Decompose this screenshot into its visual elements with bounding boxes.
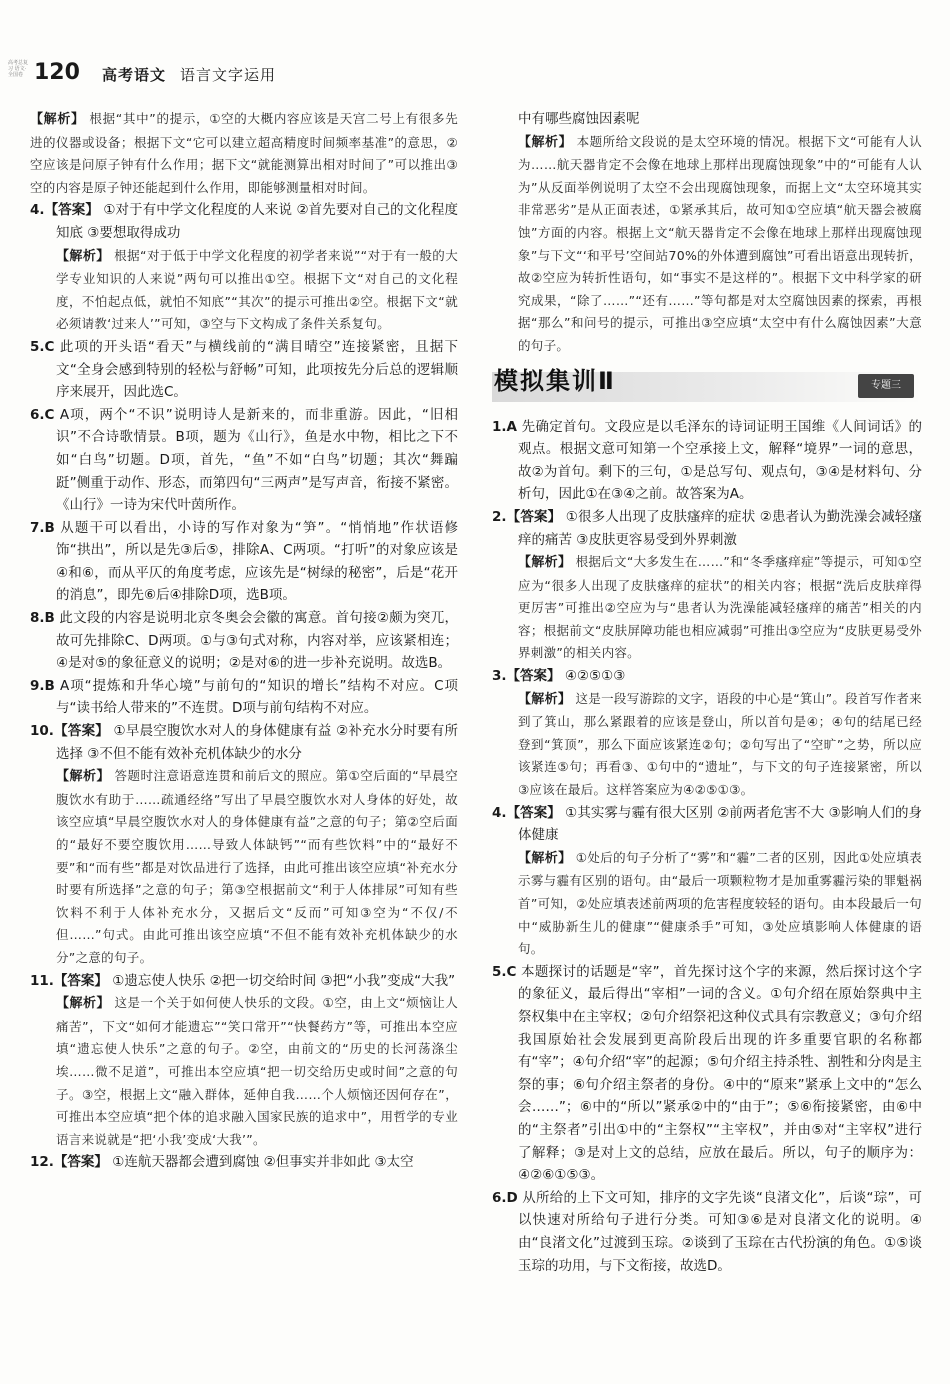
q11-answer-text: ①遗忘使人快乐 ②把一切交给时间 ③把“小我”变成“大我”	[112, 972, 456, 989]
s6	[492, 1187, 922, 1277]
q12-answer-text: ①连航天器都会遭到腐蚀 ②但事实并非如此 ③太空	[112, 1154, 414, 1171]
s2-number: 2.	[492, 508, 507, 525]
explain-label: 【解析】	[56, 769, 111, 785]
page-number: 120	[34, 60, 80, 85]
s3-answer-text: ④②⑤①③	[564, 668, 626, 685]
s1-number: 1.A	[492, 418, 517, 435]
page-header	[0, 0, 950, 92]
q9-text: A项“提炼和升华心境”与前句的“知识的增长”结构不对应。C项与“读书给人带来的”不连贯。D项与前句结构不对应。	[56, 677, 458, 717]
q10-explanation	[30, 765, 458, 969]
q11-explanation-text: 这是一个关于如何使人快乐的文段。①空，由上文“烦恼让人痛苦”，下文“如何才能遗忘”“笑口常开”“快餐药方”等，可推出本空应填“遗忘使人快乐”之意的句子。②空，由前文的“历史的长河荡涤尘埃……微不足道”，可推出本空应填“把一切交给历史或时间”之意的句子。③空，根据上文“融入群体，延伸自我……个人烦恼还因何存在”，可推出本空应填“把个体的追求融入国家民族的追求中”，用哲学的专业语言来说就是“把‘小我’变成‘大我’”。	[56, 995, 458, 1147]
q6	[30, 404, 458, 517]
s3-answer	[492, 665, 922, 688]
s1-text: 先确定首句。文段应是以毛泽东的诗词证明王国维《人间词话》的观点。根据文意可知第一个空承接上文，解释“境界”一词的意思，故②为首句。剩下的三句，①是总写句、观点句，③④是材料句、分析句，因此①在③④之前。故答案为A。	[518, 418, 922, 503]
s5	[492, 961, 922, 1187]
header-series-label: 高考总复习 语文·全国卷	[8, 60, 29, 78]
q12-answer	[30, 1151, 458, 1174]
s4-explanation-text: ①处后的句子分析了“雾”和“霾”二者的区别，因此①处应填表示雾与霾有区别的语句。由“最后一项颗粒物才是加重雾霾污染的罪魁祸首”可知，②处应填表述前两项的危害程度较轻的语句。由本段最后一句中“威胁新生儿的健康”“健康杀手”可知，③处应填影响人体健康的语句。	[518, 849, 922, 957]
q5-number: 5.C	[30, 338, 55, 355]
s4-answer-text: ①其实雾与霾有很大区别 ②前两者危害不大 ③影响人们的身体健康	[518, 804, 923, 844]
q11-explanation	[30, 992, 458, 1151]
q3-explanation-text: 根据“其中”的提示，①空的大概内容应该是天宫二号上有很多先进的仪器或设备；根据下文“它可以建立超高精度时间频率基准”的意思，②空应该是问原子钟有什么作用；据下文“就能测算出相对时间了”可以推出③空的内容是原子钟还能起到什么作用，即能够测量相对时间。	[30, 111, 459, 195]
q6-text: A项，两个“不识”说明诗人是新来的，而非重游。因此，“旧相识”不合诗歌情景。B项，题为《山行》，鱼是水中物，相比之下不如“白鸟”切题。D项，首先，“鱼”不如“白鸟”切题；其次“舞蹁跹”侧重于动作、形态，而第四句“三两声”是写声音，衔接不紧密。《山行》一诗为宋代叶茵所作。	[56, 406, 459, 514]
q12-explanation-text: 本题所给文段说的是太空环境的情况。根据下文“可能有人认为……航天器肯定不会像在地球上那样出现腐蚀现象”中的“可能有人认为”从反面举例说明了太空不会出现腐蚀现象，而据上文“太空环境其实非常恶劣”是从正面表述，①紧承其后，故可知①空应填“航天器会被腐蚀”方面的内容。根据上文“航天器肯定不会像在地球上那样出现腐蚀现象”与下文“‘和平号’空间站70%的外体遭到腐蚀”可看出语意出现转折，故②空应为转折性语句，如“事实不是这样的”。根据下文中科学家的研究成果，“除了……”“还有……”等句都是对太空腐蚀因素的探索，再根据“那么”和问号的提示，可推出③空应填“太空中有什么腐蚀因素”大意的句子。	[518, 133, 923, 353]
left-column	[30, 108, 458, 1174]
s3-explanation	[492, 688, 922, 802]
explain-label: 【解析】	[30, 112, 85, 127]
q9-number: 9.B	[30, 677, 55, 694]
q10-explanation-text: 答题时注意语意连贯和前后文的照应。第①空后面的“早晨空腹饮水有助于……疏通经络”写出了早晨空腹饮水对人身体的好处，故该空应填“早晨空腹饮水对人的身体健康有益”之意的句子；第②空后面的“最好不要空腹饮用……导致人体缺钙”“而有些饮料”中的“最好不要”和“而有些”都是对饮品进行了选择，由此可推出该空应填“补充水分时要有所选择”之意的句子；第③空根据前文“利于人体排尿”可知有些饮料不利于人体补充水分，又据后文“反而”可知③空为“不仅/不但……”句式。由此可推出该空应填“不但不能有效补充机体缺少的水分”之意的句子。	[56, 768, 458, 965]
q12-answer-continued: 中有哪些腐蚀因素呢	[518, 111, 640, 127]
q4-answer	[30, 199, 458, 244]
answer-label: 【答案】	[506, 804, 561, 821]
s3-explanation-text: 这是一段写游踪的文字，语段的中心是“箕山”。段首写作者来到了箕山，那么紧跟着的应该是登山，所以首句是④；④句的结尾已经登到“箕顶”，那么下面应该紧连②句；②句写出了“空旷”之势，所以应该紧连⑤句；再看③、①句中的“遗址”，与下文的句子连接紧密，所以③应该在最后。这样答案应为④②⑤①③。	[518, 690, 922, 798]
s3-number: 3.	[492, 668, 507, 685]
explain-label: 【解析】	[518, 850, 572, 866]
q12-explanation	[492, 131, 922, 358]
s2-answer-text: ①很多人出现了皮肤瘙痒的症状 ②患者认为勤洗澡会减轻瘙痒的痛苦 ③皮肤更容易受到外界刺激	[518, 508, 922, 548]
s2-answer	[492, 506, 922, 551]
q7-number: 7.B	[30, 519, 55, 536]
q7-text: 从题干可以看出，小诗的写作对象为“笋”。“悄悄地”作状语修饰“拱出”，所以是先③后⑤，排除A、C两项。“打听”的对象应该是④和⑥，而从平仄的角度考虑，应该先是“树绿的秘密”，后是“花开的消息”，即先⑥后④排除D项，选B项。	[56, 519, 458, 604]
q10-number: 10.	[30, 723, 54, 740]
q11-number: 11.	[30, 972, 54, 989]
explain-label: 【解析】	[56, 248, 110, 264]
q4-explanation-text: 根据“对于低于中学文化程度的初学者来说”“对于有一般的大学专业知识的人来说”两句可以推出①空。根据下文“对自己的文化程度，不怕起点低，就怕不知底”“其次”的提示可推出②空。根据下文“就必须请教‘过来人’”可知，③空与下文构成了条件关系复句。	[56, 247, 458, 332]
s5-text: 本题探讨的话题是“宰”，首先探讨这个字的来源，然后探讨这个字的象征义，最后得出“宰相”一词的含义。①句介绍在原始祭典中主祭权集中在主宰权；②句介绍祭祀这种仪式具有宗教意义；③句介绍我国原始社会发展到更高阶段后出现的许多重要官职的名称都有“宰”；④句介绍“宰”的起源；⑤句介绍主持杀牲、割牲和分肉是主祭的事；⑥句介绍主祭者的身份。④中的“原来”紧承上文中的“怎么会……”；⑥中的“所以”紧承②中的“由于”；⑤⑥衔接紧密，由⑥中的“主祭者”引出①中的“主祭权”“主宰权”，并由⑤对“主宰权”进行了解释；③是对上文的总结，应放在最后。所以，句子的顺序为：④②⑥①⑤③。	[518, 963, 922, 1184]
q11-answer	[30, 970, 458, 993]
q12-number: 12.	[30, 1154, 54, 1171]
answer-label: 【答案】	[53, 723, 110, 740]
q10-answer-text: ①早晨空腹饮水对人的身体健康有益 ②补充水分时要有所选择 ③不但不能有效补充机体缺少的水分	[56, 723, 458, 762]
q8-number: 8.B	[30, 610, 55, 627]
s2-explanation	[492, 551, 922, 665]
section-badge: 专题三	[858, 374, 914, 398]
s5-number: 5.C	[492, 963, 517, 980]
q7	[30, 517, 458, 607]
answer-label: 【答案】	[44, 202, 99, 219]
explain-label: 【解析】	[518, 691, 572, 707]
q4-number: 4.	[30, 202, 45, 219]
s6-number: 6.D	[492, 1189, 518, 1206]
q6-number: 6.C	[30, 406, 55, 423]
answer-label: 【答案】	[506, 508, 562, 525]
book-title: 高考语文	[102, 66, 167, 84]
chapter-title: 语言文字运用	[180, 66, 277, 84]
s4-answer	[492, 802, 922, 847]
answer-label: 【答案】	[53, 1154, 108, 1171]
s1	[492, 416, 922, 506]
q8-text: 此文段的内容是说明北京冬奥会会徽的寓意。首句接②颇为突兀，故可先排除C、D两项。①与③句式对称，内容对举，应该紧相连；④是对⑤的象征意义的说明；②是对⑥的进一步补充说明。故选B。	[56, 610, 459, 672]
q3-explanation	[30, 108, 458, 199]
q4-explanation	[30, 245, 458, 336]
right-column	[492, 108, 922, 1277]
q9	[30, 675, 458, 720]
answer-label: 【答案】	[506, 668, 561, 685]
s4-explanation	[492, 847, 922, 961]
q4-answer-text: ①对于有中学文化程度的人来说 ②首先要对自己的文化程度知底 ③要想取得成功	[56, 202, 458, 241]
explain-label: 【解析】	[56, 996, 111, 1012]
s2-explanation-text: 根据后文“大多发生在……”和“冬季瘙痒症”等提示，可知①空应为“很多人出现了皮肤瘙痒的症状”的相关内容；根据“洗后皮肤痒得更厉害”可推出②空应为与“患者认为洗澡能减轻瘙痒的痛苦”相关的内容；根据前文“皮肤屏障功能也相应减弱”可推出③空应为“皮肤更易受外界刺激”的相关内容。	[518, 554, 922, 661]
s6-text: 从所给的上下文可知，排序的文字先谈“良渚文化”，后谈“琮”，可以快速对所给句子进行分类。可知③⑥是对良渚文化的说明。④由“良渚文化”过渡到玉琮。②谈到了玉琮在古代扮演的角色。①⑤谈玉琮的功用，与下文衔接，故选D。	[518, 1189, 922, 1274]
section-heading	[492, 366, 922, 408]
q5	[30, 336, 458, 404]
q8	[30, 607, 458, 675]
s4-number: 4.	[492, 804, 507, 821]
answer-label: 【答案】	[53, 972, 108, 989]
q5-text: 此项的开头语“看天”与横线前的“满目晴空”连接紧密，且据下文“全身会感到特别的轻松与舒畅”可知，此项按先分后总的逻辑顺序来展开，因此选C。	[56, 338, 458, 401]
q10-answer	[30, 720, 458, 765]
section-heading-text: 模拟集训Ⅱ	[494, 366, 616, 395]
explain-label: 【解析】	[518, 555, 572, 571]
explain-label: 【解析】	[518, 134, 573, 150]
